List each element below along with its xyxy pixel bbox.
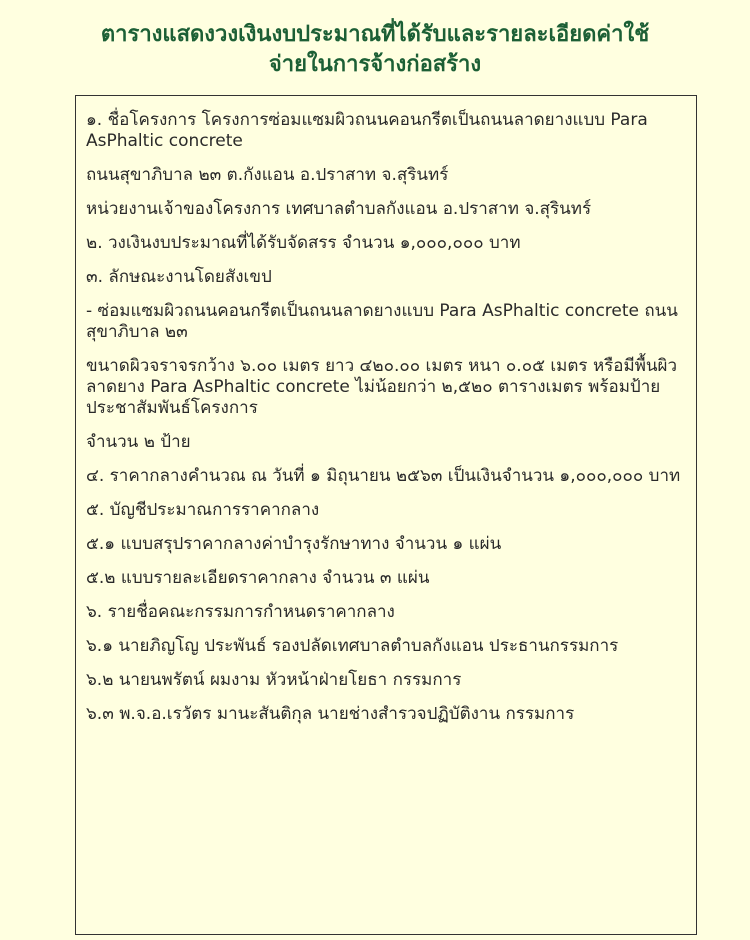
project-owner-paragraph: หน่วยงานเจ้าของโครงการ เทศบาลตำบลกังแอน อ.ปราสาท จ.สุรินทร์ bbox=[86, 199, 592, 219]
content-box bbox=[75, 95, 697, 935]
project-name-paragraph: ๑. ชื่อโครงการ โครงการซ่อมแซมผิวถนนคอนกรีตเป็นถนนลาดยางแบบ Para AsPhaltic concrete bbox=[86, 110, 648, 151]
estimate-list-heading: ๕. บัญชีประมาณการราคากลาง bbox=[86, 500, 320, 520]
committee-member-2: ๖.๒ นายนพรัตน์ ผมงาม หัวหน้าฝ่ายโยธา กรรมการ bbox=[86, 670, 462, 690]
page-title bbox=[0, 0, 750, 80]
work-description-paragraph: - ซ่อมแซมผิวถนนคอนกรีตเป็นถนนลาดยางแบบ Para AsPhaltic concrete ถนนสุขาภิบาล ๒๓ bbox=[86, 301, 678, 342]
estimate-item-1: ๕.๑ แบบสรุปราคากลางค่าบำรุงรักษาทาง จำนวน ๑ แผ่น bbox=[86, 534, 502, 554]
budget-paragraph: ๒. วงเงินงบประมาณที่ได้รับจัดสรร จำนวน ๑,๐๐๐,๐๐๐ บาท bbox=[86, 233, 521, 253]
committee-member-3: ๖.๓ พ.จ.อ.เรวัตร มานะสันติกุล นายช่างสำรวจปฏิบัติงาน กรรมการ bbox=[86, 704, 575, 724]
road-dimensions-paragraph: ขนาดผิวจราจรกว้าง ๖.๐๐ เมตร ยาว ๔๒๐.๐๐ เมตร หนา ๐.๐๕ เมตร หรือมีพื้นผิวลาดยาง Para AsPhaltic concrete ไม่น้อยกว่า ๒,๕๒๐ ตารางเมตร พร้อมป้ายประชาสัมพันธ์โครงการ bbox=[86, 356, 678, 418]
work-summary-heading: ๓. ลักษณะงานโดยสังเขป bbox=[86, 267, 272, 287]
committee-heading: ๖. รายชื่อคณะกรรมการกำหนดราคากลาง bbox=[86, 602, 395, 622]
page-title-line-1: ตารางแสดงวงเงินงบประมาณที่ได้รับและรายละเอียดค่าใช้ bbox=[100, 22, 650, 47]
committee-member-1: ๖.๑ นายภิญโญ ประพันธ์ รองปลัดเทศบาลตำบลกังแอน ประธานกรรมการ bbox=[86, 636, 619, 656]
sign-count-paragraph: จำนวน ๒ ป้าย bbox=[86, 432, 191, 452]
page-title-line-2: จ่ายในการจ้างก่อสร้าง bbox=[268, 52, 482, 77]
median-price-paragraph: ๔. ราคากลางคำนวณ ณ วันที่ ๑ มิถุนายน ๒๕๖๓ เป็นเงินจำนวน ๑,๐๐๐,๐๐๐ บาท bbox=[86, 466, 681, 486]
estimate-item-2: ๕.๒ แบบรายละเอียดราคากลาง จำนวน ๓ แผ่น bbox=[86, 568, 430, 588]
project-location-paragraph: ถนนสุขาภิบาล ๒๓ ต.กังแอน อ.ปราสาท จ.สุรินทร์ bbox=[86, 165, 449, 185]
